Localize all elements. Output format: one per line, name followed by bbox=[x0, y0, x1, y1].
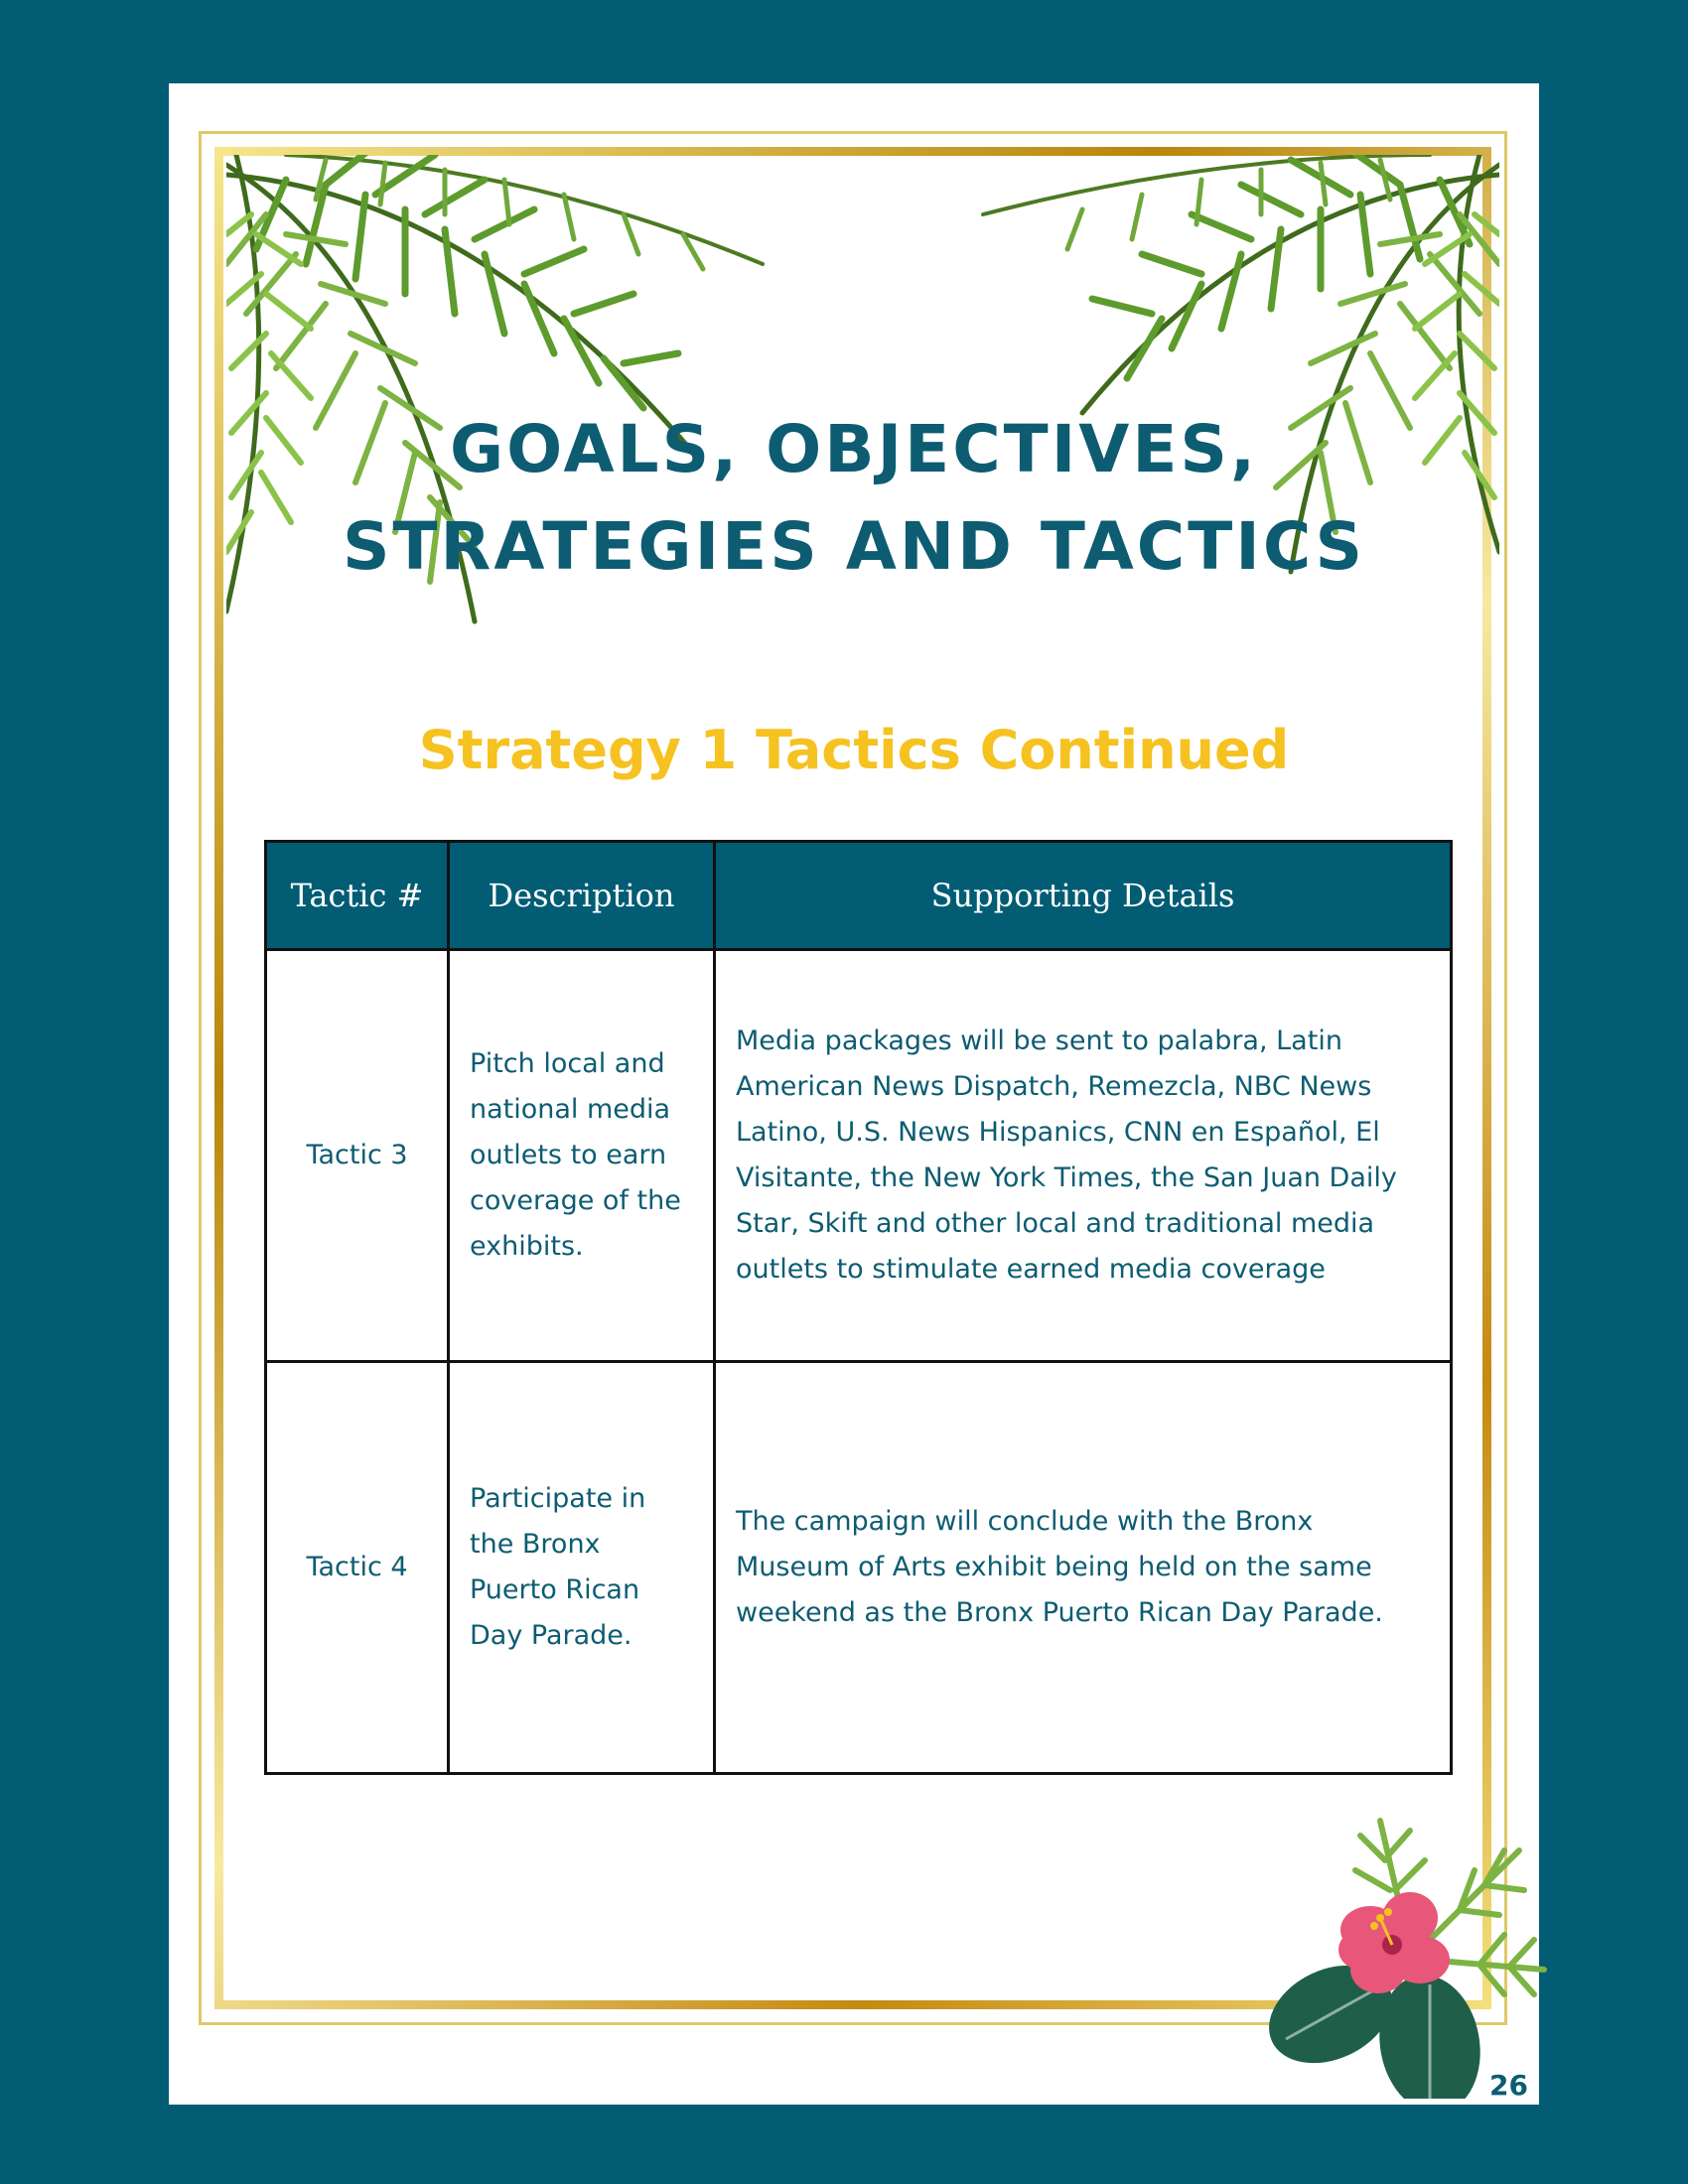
tactics-table bbox=[264, 840, 1453, 1775]
document-page bbox=[169, 83, 1539, 2105]
supporting-details-cell: The campaign will conclude with the Bronx Museum of Arts exhibit being held on the same weekend as the Bronx Puerto Rican Day Parade. bbox=[715, 1362, 1452, 1774]
page-number: 26 bbox=[1489, 2069, 1528, 2102]
description-cell: Pitch local and national media outlets to earn coverage of the exhibits. bbox=[449, 950, 715, 1362]
column-header-tactic: Tactic # bbox=[266, 842, 449, 950]
description-cell: Participate in the Bronx Puerto Rican Day Parade. bbox=[449, 1362, 715, 1774]
page-title-line-1: GOALS, OBJECTIVES, bbox=[449, 411, 1259, 487]
tactic-cell: Tactic 3 bbox=[266, 950, 449, 1362]
page-title bbox=[169, 401, 1539, 596]
table-row bbox=[266, 1362, 1452, 1774]
supporting-details-cell: Media packages will be sent to palabra, Latin American News Dispatch, Remezcla, NBC News Latino, U.S. News Hispanics, CNN en Español, El Visitante, the New York Times, the San Juan Daily Star, Skift and other local and traditional media outlets to stimulate earned media coverage bbox=[715, 950, 1452, 1362]
table-header-row bbox=[266, 842, 1452, 950]
page-title-line-2: STRATEGIES AND TACTICS bbox=[342, 508, 1366, 585]
hibiscus-flower-illustration bbox=[1261, 1801, 1549, 2099]
tactic-cell: Tactic 4 bbox=[266, 1362, 449, 1774]
column-header-supporting-details: Supporting Details bbox=[715, 842, 1452, 950]
column-header-description: Description bbox=[449, 842, 715, 950]
page-subtitle: Strategy 1 Tactics Continued bbox=[418, 719, 1290, 781]
table-row bbox=[266, 950, 1452, 1362]
